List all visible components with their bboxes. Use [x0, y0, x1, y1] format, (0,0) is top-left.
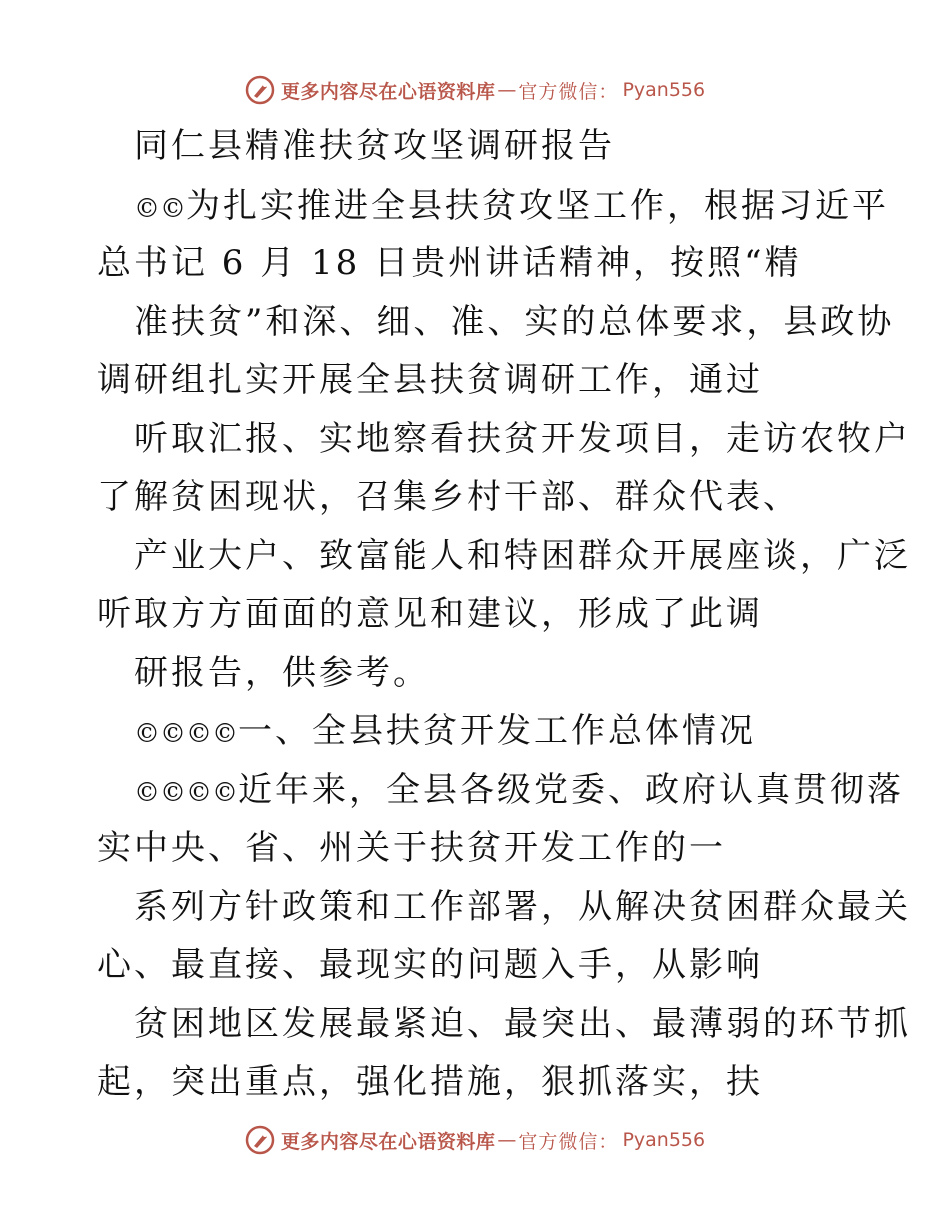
pen-nib-seal-icon	[245, 75, 275, 105]
footer-brand-text: 更多内容尽在心语资料库	[280, 1130, 496, 1153]
paragraph-line: 总书记 6 月 18 日贵州讲话精神，按照“精	[97, 243, 802, 283]
paragraph-line: 调研组扎实开展全县扶贫调研工作，通过	[97, 360, 763, 400]
paragraph-line: 实中央、省、州关于扶贫开发工作的一	[97, 828, 726, 868]
header-brand-text: 更多内容尽在心语资料库	[280, 80, 496, 103]
paragraph-line: 贫困地区发展最紧迫、最突出、最薄弱的环节抓	[134, 1004, 911, 1044]
footer-wechat-label: 官方微信：	[518, 1130, 619, 1153]
section-heading: ©©©©一、全县扶贫开发工作总体情况	[134, 711, 756, 751]
footer-wechat-id: Pyan556	[622, 1129, 706, 1151]
pen-nib-seal-icon	[245, 1125, 275, 1155]
paragraph-line: ©©为扎实推进全县扶贫攻坚工作，根据习近平	[134, 186, 889, 226]
document-title: 同仁县精准扶贫攻坚调研报告	[134, 126, 615, 166]
paragraph-line: 听取方方面面的意见和建议，形成了此调	[97, 594, 763, 634]
header-dash: —	[497, 79, 517, 101]
paragraph-line: ©©©©近年来，全县各级党委、政府认真贯彻落	[134, 770, 904, 810]
paragraph-line: 准扶贫”和深、细、准、实的总体要求，县政协	[134, 302, 895, 342]
header-wechat-label: 官方微信：	[518, 80, 619, 103]
paragraph-line: 系列方针政策和工作部署，从解决贫困群众最关	[134, 887, 911, 927]
paragraph-line: 产业大户、致富能人和特困群众开展座谈，广泛	[134, 536, 911, 576]
header-wechat-id: Pyan556	[622, 79, 706, 101]
footer-watermark	[0, 1122, 950, 1158]
footer-dash: —	[497, 1129, 517, 1151]
paragraph-line: 了解贫困现状，召集乡村干部、群众代表、	[97, 477, 800, 517]
paragraph-line: 心、最直接、最现实的问题入手，从影响	[97, 945, 763, 985]
paragraph-line: 听取汇报、实地察看扶贫开发项目，走访农牧户	[134, 419, 911, 459]
header-watermark	[0, 72, 950, 108]
paragraph-line: 起，突出重点，强化措施，狠抓落实，扶	[97, 1062, 763, 1102]
paragraph-line: 研报告，供参考。	[134, 653, 430, 693]
